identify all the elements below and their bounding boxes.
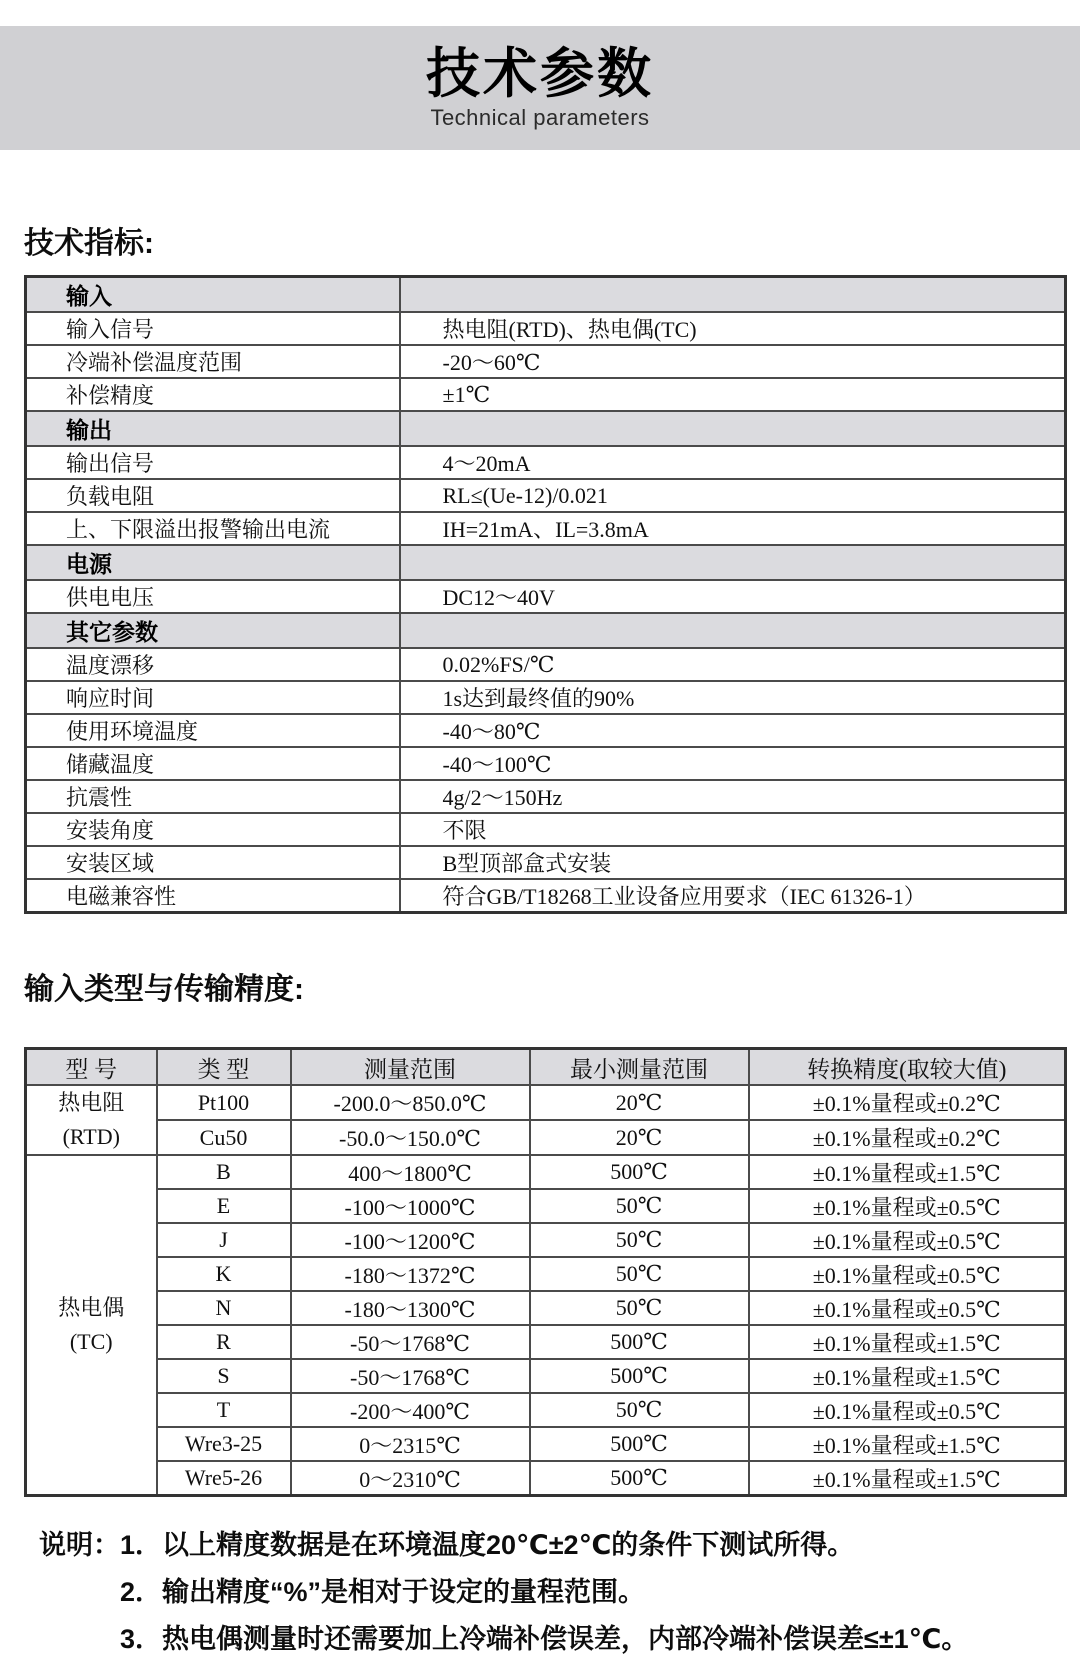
- accuracy-cell-range: 0～2310℃: [291, 1461, 530, 1496]
- accuracy-cell-accuracy: ±0.1%量程或±1.5℃: [749, 1155, 1066, 1189]
- page-title: 技术参数: [426, 44, 654, 104]
- accuracy-cell-type: Wre3-25: [157, 1427, 291, 1461]
- spec-data-row: [26, 681, 1066, 714]
- spec-data-row: [26, 378, 1066, 411]
- accuracy-cell-accuracy: ±0.1%量程或±1.5℃: [749, 1359, 1066, 1393]
- accuracy-row: [26, 1257, 1066, 1291]
- spec-section-empty: [400, 411, 1066, 446]
- section1-heading: 技术指标:: [24, 227, 154, 260]
- sensor-model-cell: [26, 1155, 157, 1496]
- accuracy-cell-range: -50～1768℃: [291, 1359, 530, 1393]
- spec-data-row: [26, 446, 1066, 479]
- accuracy-table: [24, 1047, 1067, 1497]
- accuracy-cell-min: 20℃: [530, 1085, 749, 1120]
- spec-section-row: [26, 613, 1066, 648]
- accuracy-row: [26, 1223, 1066, 1257]
- accuracy-cell-range: -50.0～150.0℃: [291, 1120, 530, 1155]
- spec-data-row: [26, 879, 1066, 913]
- model-abbrev: (RTD): [62, 1124, 120, 1149]
- spec-row-value: -40～100℃: [400, 747, 1066, 780]
- accuracy-cell-accuracy: ±0.1%量程或±0.5℃: [749, 1189, 1066, 1223]
- accuracy-cell-range: 0～2315℃: [291, 1427, 530, 1461]
- accuracy-cell-range: -100～1000℃: [291, 1189, 530, 1223]
- spec-row-value: ±1℃: [400, 378, 1066, 411]
- spec-section-label: 其它参数: [26, 613, 400, 648]
- accuracy-col-header: 型 号: [26, 1049, 157, 1086]
- sensor-model-cell: [26, 1085, 157, 1155]
- spec-row-value: 1s达到最终值的90%: [400, 681, 1066, 714]
- spec-row-label: 储藏温度: [26, 747, 400, 780]
- spec-row-label: 使用环境温度: [26, 714, 400, 747]
- notes-list: [120, 1531, 968, 1672]
- accuracy-cell-type: N: [157, 1291, 291, 1325]
- accuracy-cell-min: 50℃: [530, 1189, 749, 1223]
- spec-row-label: 响应时间: [26, 681, 400, 714]
- accuracy-cell-type: J: [157, 1223, 291, 1257]
- accuracy-row: [26, 1393, 1066, 1427]
- spec-row-value: 不限: [400, 813, 1066, 846]
- spec-row-value: RL≤(Ue-12)/0.021: [400, 479, 1066, 512]
- spec-table: [24, 275, 1067, 914]
- spec-row-value: -20～60℃: [400, 345, 1066, 378]
- spec-data-row: [26, 580, 1066, 613]
- spec-row-value: B型顶部盒式安装: [400, 846, 1066, 879]
- accuracy-cell-accuracy: ±0.1%量程或±0.5℃: [749, 1223, 1066, 1257]
- accuracy-cell-type: K: [157, 1257, 291, 1291]
- accuracy-cell-type: Cu50: [157, 1120, 291, 1155]
- accuracy-row: [26, 1291, 1066, 1325]
- spec-data-row: [26, 312, 1066, 345]
- spec-section-empty: [400, 613, 1066, 648]
- spec-row-label: 补偿精度: [26, 378, 400, 411]
- accuracy-cell-type: B: [157, 1155, 291, 1189]
- model-name: 热电偶: [58, 1295, 125, 1320]
- accuracy-col-header: 转换精度(取较大值): [749, 1049, 1066, 1086]
- accuracy-cell-accuracy: ±0.1%量程或±0.2℃: [749, 1120, 1066, 1155]
- spec-section-label: 电源: [26, 545, 400, 580]
- spec-data-row: [26, 747, 1066, 780]
- accuracy-row: [26, 1325, 1066, 1359]
- spec-row-label: 负载电阻: [26, 479, 400, 512]
- accuracy-cell-min: 50℃: [530, 1223, 749, 1257]
- spec-data-row: [26, 648, 1066, 681]
- accuracy-cell-type: Wre5-26: [157, 1461, 291, 1496]
- content-area: [0, 218, 1080, 1672]
- accuracy-cell-range: -200～400℃: [291, 1393, 530, 1427]
- accuracy-cell-range: 400～1800℃: [291, 1155, 530, 1189]
- accuracy-cell-range: -50～1768℃: [291, 1325, 530, 1359]
- spec-data-row: [26, 512, 1066, 545]
- accuracy-row: [26, 1427, 1066, 1461]
- accuracy-cell-range: -200.0～850.0℃: [291, 1085, 530, 1120]
- accuracy-cell-min: 500℃: [530, 1325, 749, 1359]
- accuracy-col-header: 类 型: [157, 1049, 291, 1086]
- spec-data-row: [26, 345, 1066, 378]
- spec-row-label: 安装角度: [26, 813, 400, 846]
- accuracy-cell-min: 500℃: [530, 1427, 749, 1461]
- accuracy-row: [26, 1189, 1066, 1223]
- accuracy-cell-min: 500℃: [530, 1461, 749, 1496]
- spec-section-empty: [400, 277, 1066, 313]
- spec-data-row: [26, 780, 1066, 813]
- accuracy-cell-min: 50℃: [530, 1393, 749, 1427]
- section2-heading: 输入类型与传输精度:: [24, 973, 304, 1006]
- spec-row-label: 电磁兼容性: [26, 879, 400, 913]
- spec-section-row: [26, 545, 1066, 580]
- spec-row-value: IH=21mA、IL=3.8mA: [400, 512, 1066, 545]
- accuracy-row: [26, 1155, 1066, 1189]
- spec-section-empty: [400, 545, 1066, 580]
- title-banner: [0, 26, 1080, 150]
- accuracy-cell-min: 20℃: [530, 1120, 749, 1155]
- spec-data-row: [26, 813, 1066, 846]
- spec-row-label: 抗震性: [26, 780, 400, 813]
- accuracy-cell-accuracy: ±0.1%量程或±1.5℃: [749, 1325, 1066, 1359]
- accuracy-cell-accuracy: ±0.1%量程或±0.5℃: [749, 1393, 1066, 1427]
- accuracy-cell-accuracy: ±0.1%量程或±0.2℃: [749, 1085, 1066, 1120]
- accuracy-header-row: [26, 1049, 1066, 1086]
- accuracy-cell-accuracy: ±0.1%量程或±1.5℃: [749, 1427, 1066, 1461]
- accuracy-row: [26, 1359, 1066, 1393]
- document-page: [0, 26, 1080, 1654]
- accuracy-cell-type: R: [157, 1325, 291, 1359]
- accuracy-col-header: 最小测量范围: [530, 1049, 749, 1086]
- notes-block: [39, 1531, 1080, 1672]
- note-item: 2．输出精度“%”是相对于设定的量程范围。: [120, 1577, 646, 1607]
- spec-row-label: 输出信号: [26, 446, 400, 479]
- spec-data-row: [26, 846, 1066, 879]
- accuracy-cell-min: 500℃: [530, 1155, 749, 1189]
- accuracy-cell-type: S: [157, 1359, 291, 1393]
- model-abbrev: (TC): [69, 1329, 113, 1354]
- spec-section-row: [26, 411, 1066, 446]
- accuracy-cell-accuracy: ±0.1%量程或±1.5℃: [749, 1461, 1066, 1496]
- spec-row-value: 4～20mA: [400, 446, 1066, 479]
- accuracy-cell-type: E: [157, 1189, 291, 1223]
- accuracy-cell-range: -100～1200℃: [291, 1223, 530, 1257]
- accuracy-cell-range: -180～1372℃: [291, 1257, 530, 1291]
- spec-row-label: 温度漂移: [26, 648, 400, 681]
- notes-label: 说明：: [39, 1530, 120, 1560]
- accuracy-col-header: 测量范围: [291, 1049, 530, 1086]
- spec-data-row: [26, 714, 1066, 747]
- page-subtitle: Technical parameters: [430, 105, 650, 130]
- spec-row-label: 输入信号: [26, 312, 400, 345]
- accuracy-cell-min: 500℃: [530, 1359, 749, 1393]
- accuracy-row: [26, 1120, 1066, 1155]
- model-name: 热电阻: [58, 1090, 125, 1115]
- note-item: 3．热电偶测量时还需要加上冷端补偿误差，内部冷端补偿误差≤±1℃。: [120, 1624, 969, 1654]
- spec-row-value: 符合GB/T18268工业设备应用要求（IEC 61326-1）: [400, 879, 1066, 913]
- spec-row-value: 0.02%FS/℃: [400, 648, 1066, 681]
- spec-row-value: DC12～40V: [400, 580, 1066, 613]
- spec-row-label: 冷端补偿温度范围: [26, 345, 400, 378]
- spec-row-label: 安装区域: [26, 846, 400, 879]
- accuracy-cell-type: T: [157, 1393, 291, 1427]
- spec-row-value: -40～80℃: [400, 714, 1066, 747]
- accuracy-row: [26, 1461, 1066, 1496]
- spec-section-row: [26, 277, 1066, 313]
- accuracy-cell-range: -180～1300℃: [291, 1291, 530, 1325]
- spec-section-label: 输入: [26, 277, 400, 313]
- spec-row-label: 上、下限溢出报警输出电流: [26, 512, 400, 545]
- spec-section-label: 输出: [26, 411, 400, 446]
- accuracy-cell-accuracy: ±0.1%量程或±0.5℃: [749, 1257, 1066, 1291]
- accuracy-cell-min: 50℃: [530, 1257, 749, 1291]
- accuracy-row: [26, 1085, 1066, 1120]
- spec-row-value: 热电阻(RTD)、热电偶(TC): [400, 312, 1066, 345]
- spec-row-value: 4g/2～150Hz: [400, 780, 1066, 813]
- accuracy-cell-type: Pt100: [157, 1085, 291, 1120]
- accuracy-cell-accuracy: ±0.1%量程或±0.5℃: [749, 1291, 1066, 1325]
- note-item: 1．以上精度数据是在环境温度20℃±2℃的条件下测试所得。: [120, 1530, 855, 1560]
- spec-data-row: [26, 479, 1066, 512]
- spec-row-label: 供电电压: [26, 580, 400, 613]
- accuracy-cell-min: 50℃: [530, 1291, 749, 1325]
